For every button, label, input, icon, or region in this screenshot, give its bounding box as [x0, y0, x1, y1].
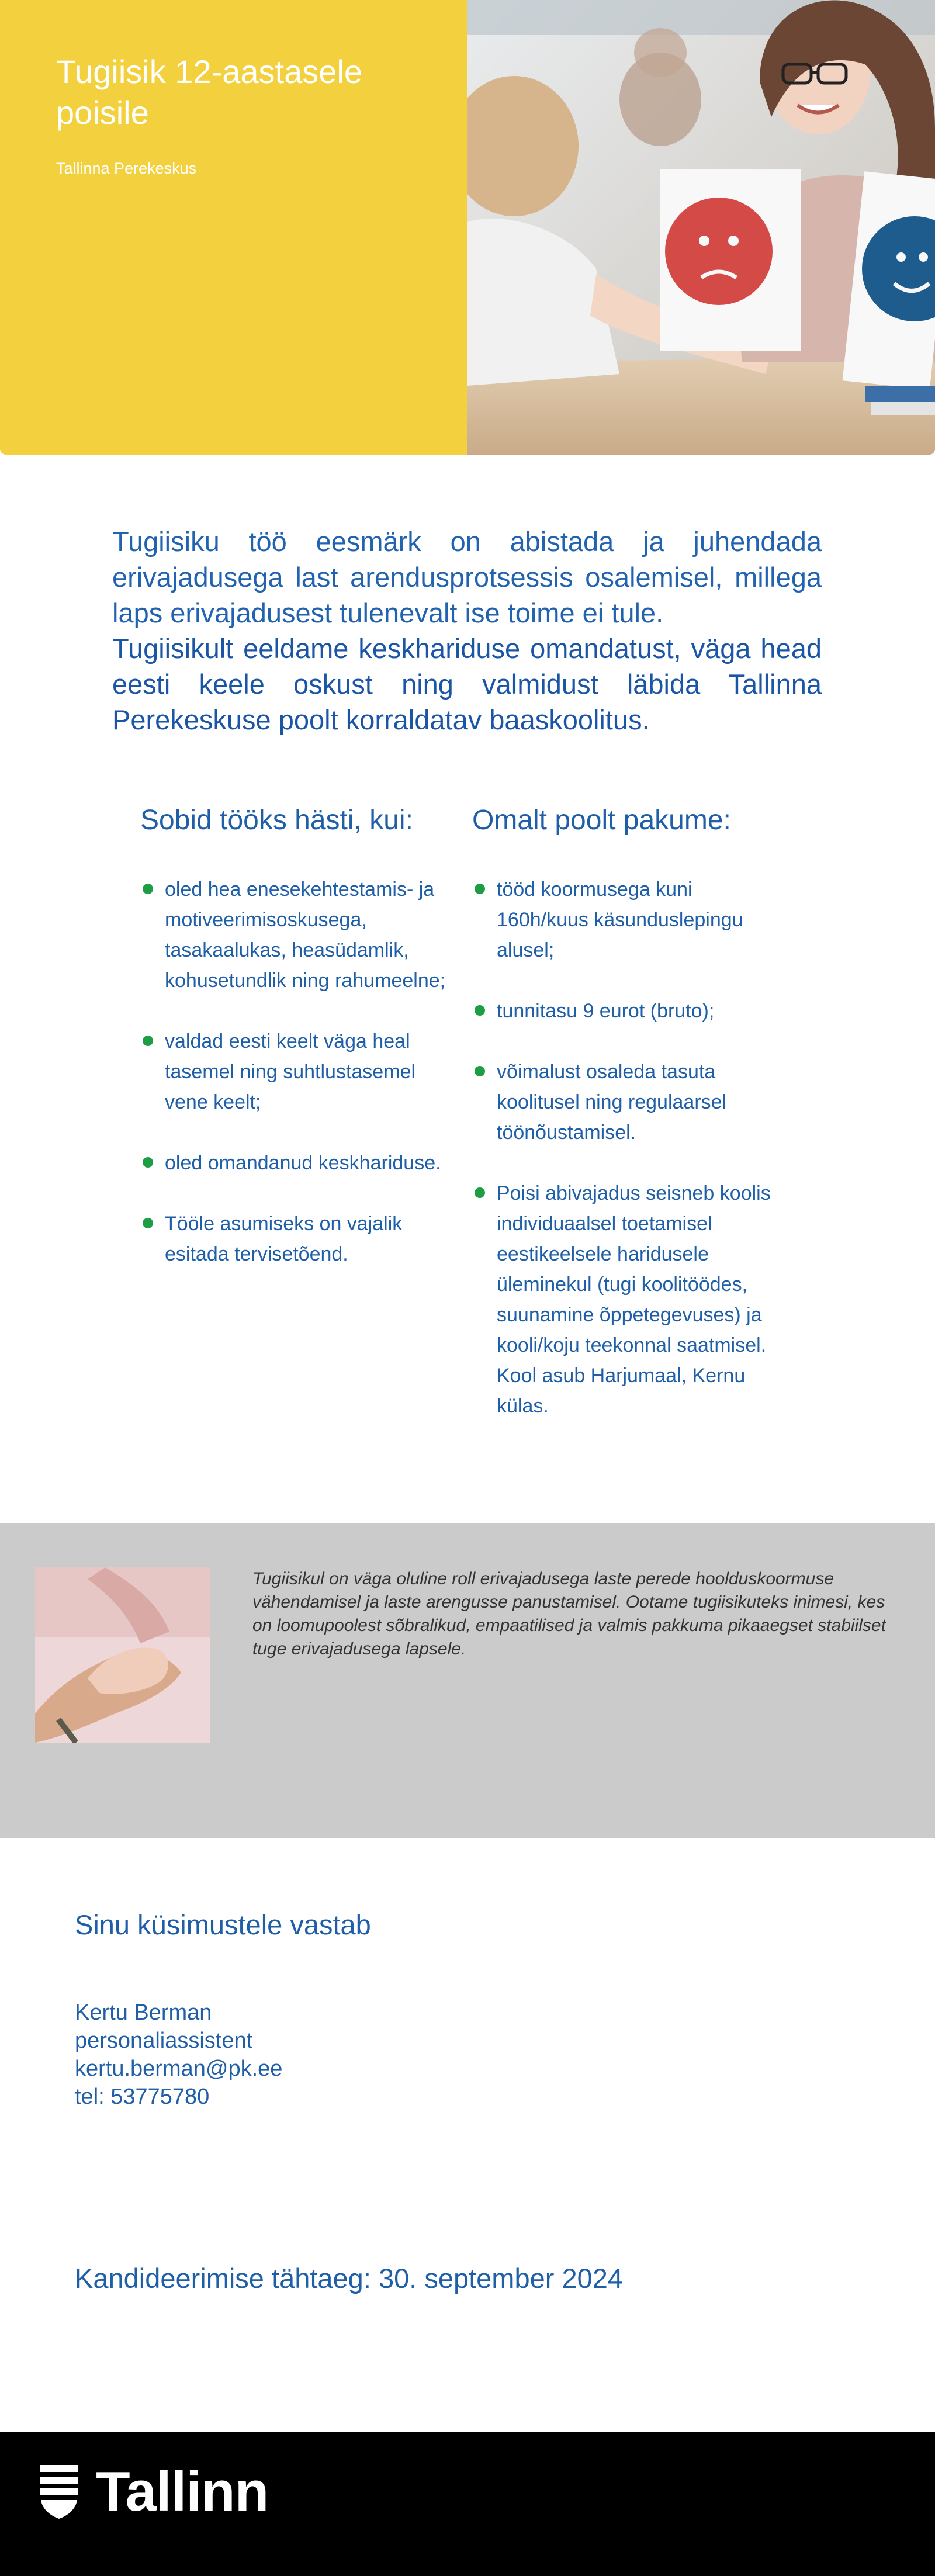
page-title: Tugiisik 12-aastasele poisile — [56, 53, 362, 131]
bullet-icon — [143, 884, 153, 894]
list-item-text: võimalust osaleda tasuta koolitusel ning regulaarsel töönõustamisel. — [497, 1061, 727, 1144]
application-deadline: Kandideerimise tähtaeg: 30. september 2024 — [75, 2263, 624, 2294]
intro-text — [112, 524, 822, 738]
contact-email-link[interactable]: kertu.berman@pk.ee — [75, 2056, 283, 2081]
requirements-heading: Sobid tööks hästi, kui: — [140, 805, 413, 836]
list-item-text: tunnitasu 9 eurot (bruto); — [497, 1000, 715, 1022]
contact-name: Kertu Berman — [75, 2000, 212, 2025]
list-item — [472, 874, 788, 965]
list-item — [140, 1148, 456, 1178]
offer-column — [472, 802, 788, 1452]
contact-info — [75, 1999, 282, 2111]
hero-yellow-panel — [0, 0, 468, 455]
hero-photo — [468, 0, 935, 455]
footer — [0, 2432, 935, 2576]
contact-phone[interactable]: tel: 53775780 — [75, 2085, 210, 2109]
list-item — [472, 1178, 788, 1421]
list-item-text: oled omandanud keskhariduse. — [165, 1152, 441, 1174]
requirements-column — [140, 802, 456, 1300]
bullet-icon — [475, 1005, 485, 1016]
list-item — [140, 1026, 456, 1117]
list-item-text: Poisi abivajadus seisneb koolis individuaalsel toetamisel eestikeelsele haridusele üleminekul (tugi koolitöödes, suunamine õppetegevuses) ja kooli/koju teekonnal saatmisel. Kool asub Harjumaal, Kernu külas. — [497, 1182, 771, 1417]
list-item-text: tööd koormusega kuni 160h/kuus käsunduslepingu alusel; — [497, 878, 743, 961]
list-item — [140, 874, 456, 996]
list-item-text: oled hea enesekehtestamis- ja motiveerimisoskusega, tasakaalukas, heasüdamlik, kohusetundlik ning rahumeelne; — [165, 878, 446, 992]
tallinn-logo-text: Tallinn — [96, 2460, 269, 2523]
organization-name: Tallinna Perekeskus — [56, 160, 197, 177]
bullet-icon — [475, 1187, 485, 1198]
offer-heading: Omalt poolt pakume: — [472, 805, 731, 836]
tallinn-shield-icon — [37, 2461, 81, 2520]
intro-paragraph: Tugiisikult eeldame keskhariduse omandatust, väga head eesti keele oskust ning valmidust läbida Tallinna Perekeskuse poolt korraldatav baaskoolitus. — [112, 633, 822, 735]
list-item — [140, 1209, 456, 1269]
bullet-icon — [475, 884, 485, 894]
list-item — [472, 996, 788, 1026]
list-item-text: Tööle asumiseks on vajalik esitada tervisetõend. — [165, 1213, 403, 1265]
bullet-icon — [143, 1157, 153, 1168]
bullet-icon — [143, 1036, 153, 1046]
quote-section — [0, 1523, 935, 1838]
list-item-text: valdad eesti keelt väga heal tasemel ning suhtlustasemel vene keelt; — [165, 1030, 416, 1113]
hero-banner — [0, 0, 935, 456]
contact-role: personaliassistent — [75, 2028, 253, 2053]
offer-list — [472, 874, 788, 1421]
contact-heading: Sinu küsimustele vastab — [75, 1909, 371, 1940]
requirements-list — [140, 874, 456, 1269]
intro-paragraph: Tugiisiku töö eesmärk on abistada ja juhendada erivajadusega last arendusprotsessis osalemisel, millega laps erivajadusest tulenevalt ise toime ei tule. — [112, 526, 822, 628]
bullet-icon — [143, 1218, 153, 1228]
bullet-icon — [475, 1066, 485, 1076]
hands-photo — [35, 1567, 210, 1743]
list-item — [472, 1057, 788, 1148]
quote-text: Tugiisikul on väga oluline roll erivajadusega laste perede hoolduskoormuse vähendamisel ja laste arengusse panustamisel. Ootame tugiisikuteks inimesi, kes on loomupoolest sõbralikud, empaatilised ja valmis pakkuma pikaaegset stabiilset tuge erivajadusega lapsele. — [252, 1569, 886, 1659]
